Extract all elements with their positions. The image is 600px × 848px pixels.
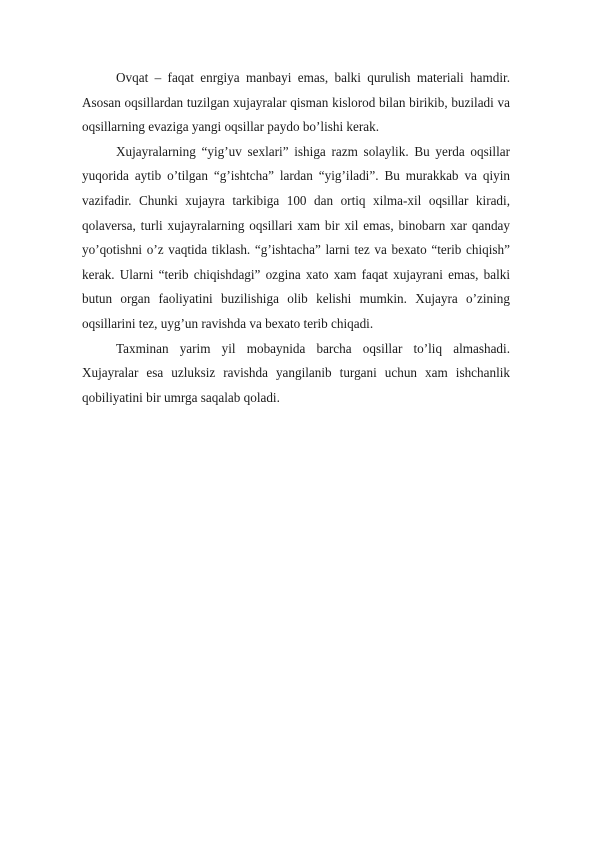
- paragraph-2: Xujayralarning “yig’uv sexlari” ishiga razm solaylik. Bu yerda oqsillar yuqorida aytib o’tilgan “g’ishtcha” lardan “yig’iladi”. Bu murakkab va qiyin vazifadir. Chunki xujayra tarkibiga 100 dan ortiq xilma-xil oqsillar kiradi, qolaversa, turli xujayralarning oqsillari xam bir xil emas, binobarn xar qanday yo’qotishni o’z vaqtida tiklash. “g’ishtacha” larni tez va bexato “terib chiqish” kerak. Ularni “terib chiqishdagi” ozgina xato xam faqat xujayrani emas, balki butun organ faoliyatini buzilishiga olib kelishi mumkin. Xujayra o’zining oqsillarini tez, uyg’un ravishda va bexato terib chiqadi.: [82, 143, 510, 331]
- paragraph-1: Ovqat – faqat enrgiya manbayi emas, balki qurulish materiali hamdir. Asosan oqsillardan tuzilgan xujayralar qisman kislorod bilan birikib, buziladi va oqsillarning evaziga yangi oqsillar paydo bo’lishi kerak.: [82, 70, 510, 135]
- paragraph-3: Taxminan yarim yil mobaynida barcha oqsillar to’liq almashadi. Xujayralar esa uzluksiz ravishda yangilanib turgani uchun xam ishchanlik qobiliyatini bir umrga saqalab qoladi.: [82, 340, 510, 405]
- body-text: [82, 66, 510, 410]
